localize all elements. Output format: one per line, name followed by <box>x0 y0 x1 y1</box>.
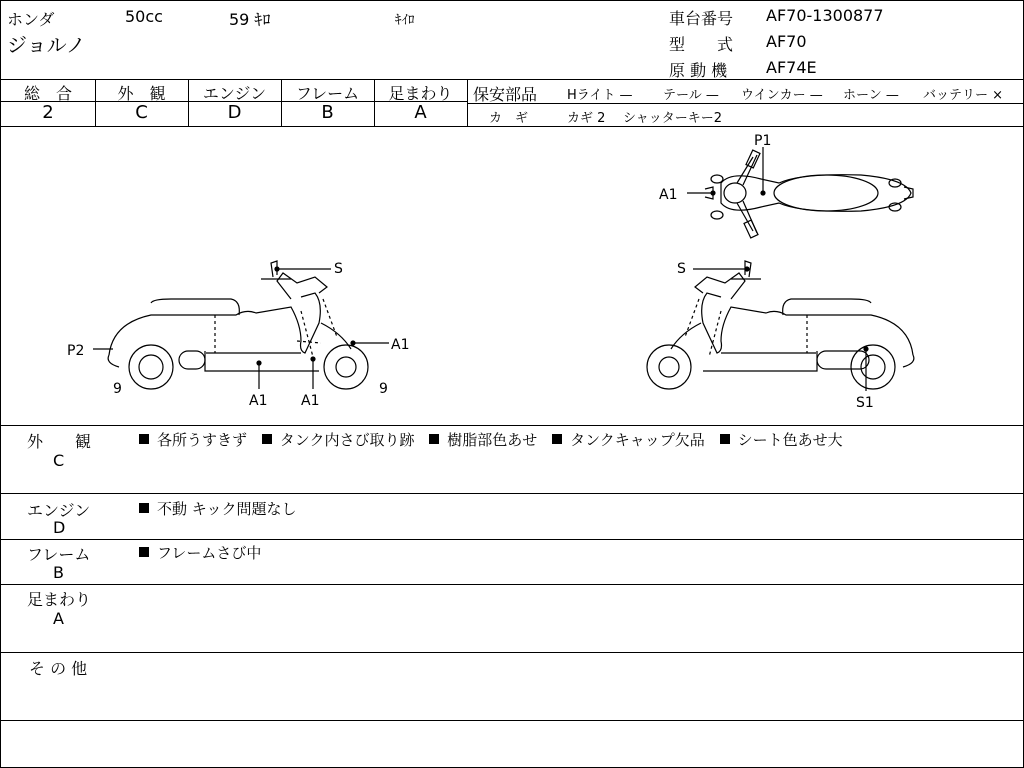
section-frame-grade: B <box>53 563 64 582</box>
mileage-unit: ｷｲﾛ <box>395 13 415 28</box>
label-left-s: S <box>334 261 343 277</box>
label-right-s1: S1 <box>856 395 874 411</box>
label-top-a1: A1 <box>659 187 678 203</box>
scooter-right-view <box>647 261 914 389</box>
grade-exterior-value: C <box>135 102 148 123</box>
scooter-left-view <box>108 261 368 389</box>
section-exterior-grade: C <box>53 451 65 470</box>
section-suspension-grade: A <box>53 609 64 628</box>
label-left-a1-front: A1 <box>391 337 410 353</box>
safety-item-horn: ホーン — <box>843 88 899 103</box>
frame-no: AF70-1300877 <box>766 6 884 25</box>
label-left-9-rear: 9 <box>113 381 122 397</box>
remark-item: タンク内さび取り跡 <box>262 431 415 449</box>
model-name: ジョルノ <box>7 33 86 57</box>
grade-overall-label: 総 合 <box>23 84 72 103</box>
safety-item-winker: ウインカー — <box>741 88 823 103</box>
remark-item: 不動 キック問題なし <box>139 500 296 518</box>
section-frame-title: フレーム <box>27 545 91 564</box>
grade-suspension-value: A <box>414 102 427 123</box>
damage-diagram <box>1 127 1023 425</box>
grade-engine-value: D <box>227 102 242 123</box>
section-engine-title: エンジン <box>27 501 91 520</box>
scooter-top-view <box>705 150 913 238</box>
safety-item-battery: バッテリー × <box>923 88 1004 103</box>
grade-exterior-label: 外 観 <box>117 84 166 103</box>
mileage: 59 ｷﾛ <box>229 10 271 29</box>
section-engine-remarks <box>139 498 306 519</box>
engine-value: AF74E <box>766 58 817 77</box>
label-left-9-front: 9 <box>379 381 388 397</box>
keys-value: カギ 2 <box>567 111 606 126</box>
label-left-a1-bottom2: A1 <box>301 393 320 409</box>
grade-frame-value: B <box>321 102 334 123</box>
safety-item-tail: テール — <box>663 88 719 103</box>
section-frame-remarks <box>139 542 271 563</box>
remark-item: 樹脂部色あせ <box>429 431 537 449</box>
safety-item-headlight: Hライト — <box>567 88 633 103</box>
remark-item: タンクキャップ欠品 <box>552 431 705 449</box>
section-other-title: そ の 他 <box>29 659 88 678</box>
grade-suspension-label: 足まわり <box>388 84 453 103</box>
keys-label: カ ギ <box>489 111 529 126</box>
safety-title: 保安部品 <box>473 85 538 104</box>
type-label: 型 式 <box>669 35 734 54</box>
shutter-key-value: シャッターキー2 <box>623 111 723 126</box>
section-engine-grade: D <box>53 518 66 537</box>
grade-engine-label: エンジン <box>202 84 267 103</box>
label-right-s: S <box>677 261 686 277</box>
label-left-a1-bottom1: A1 <box>249 393 268 409</box>
label-left-p2: P2 <box>67 343 85 359</box>
remark-item: 各所うすきず <box>139 431 247 449</box>
section-suspension-title: 足まわり <box>27 590 92 609</box>
remark-item: フレームさび中 <box>139 544 261 562</box>
maker: ホンダ <box>7 10 55 29</box>
grade-frame-label: フレーム <box>295 84 360 103</box>
remark-item: シート色あせ大 <box>720 431 843 449</box>
type-value: AF70 <box>766 32 807 51</box>
section-exterior-title: 外 観 <box>27 432 92 451</box>
section-exterior-remarks <box>139 429 853 450</box>
frame-no-label: 車台番号 <box>669 9 734 28</box>
grade-overall-value: 2 <box>42 102 54 123</box>
engine-label: 原 動 機 <box>669 61 728 80</box>
displacement: 50cc <box>125 7 163 26</box>
label-top-p1: P1 <box>754 133 772 149</box>
